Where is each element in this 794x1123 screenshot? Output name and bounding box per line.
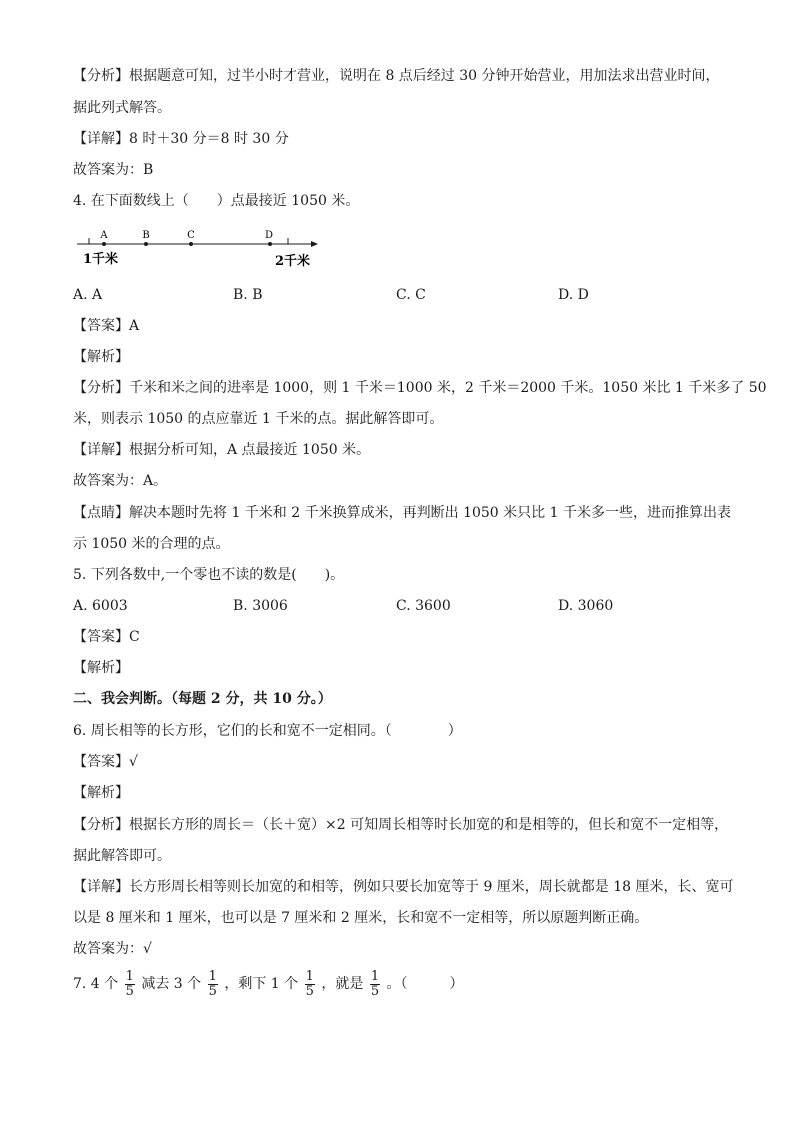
answer-tag: 【答案】A xyxy=(73,318,140,334)
fraction-denominator: 5 xyxy=(125,983,134,999)
label-1km: 1千米 xyxy=(83,252,119,267)
q7-text: 减去 3 个 xyxy=(141,976,202,992)
point-label-a: A xyxy=(100,230,108,241)
option-c: C. C xyxy=(396,287,426,303)
number-line-arrow xyxy=(311,241,318,247)
q7-text: 7. 4 个 xyxy=(73,976,119,992)
point-d xyxy=(268,242,272,246)
point-label-b: B xyxy=(142,230,150,241)
analysis-line: 【分析】根据题意可知，过半小时才营业，说明在 8 点后经过 30 分钟开始营业，用加法求出营业时间， xyxy=(73,68,720,84)
fraction-numerator: 1 xyxy=(125,968,134,984)
fraction-one-fifth xyxy=(305,970,315,999)
fraction-denominator: 5 xyxy=(208,983,217,999)
option-a: A. 6003 xyxy=(73,598,128,614)
point-c xyxy=(189,242,193,246)
option-d: D. 3060 xyxy=(558,598,614,614)
analysis-line: 据此列式解答。 xyxy=(73,100,171,116)
answer-tag: 【答案】√ xyxy=(73,754,138,770)
point-a xyxy=(102,242,106,246)
analysis-line: 据此解答即可。 xyxy=(73,848,171,864)
option-c: C. 3600 xyxy=(396,598,451,614)
answer-tag: 【答案】C xyxy=(73,629,140,645)
answer-line: 故答案为：B xyxy=(73,162,154,178)
fraction-denominator: 5 xyxy=(305,983,314,999)
option-a: A. A xyxy=(73,287,103,303)
comment-line: 示 1050 米的合理的点。 xyxy=(73,536,230,552)
question-5: 5. 下列各数中,一个零也不读的数是( )。 xyxy=(73,567,345,583)
question-7 xyxy=(73,966,464,1002)
analysis-line: 【分析】根据长方形的周长＝（长＋宽）×2 可知周长相等时长加宽的和是相等的，但长和宽不一定相等， xyxy=(73,817,729,833)
detail-line: 【详解】根据分析可知，A 点最接近 1050 米。 xyxy=(73,442,371,458)
fraction-numerator: 1 xyxy=(208,968,217,984)
option-b: B. 3006 xyxy=(233,598,288,614)
question-4: 4. 在下面数线上（ ）点最接近 1050 米。 xyxy=(73,193,360,209)
fraction-one-fifth xyxy=(370,970,380,999)
jiexi-tag: 【解析】 xyxy=(73,349,129,365)
analysis-line: 米，则表示 1050 的点应靠近 1 千米的点。据此解答即可。 xyxy=(73,411,444,427)
point-label-d: D xyxy=(264,230,274,241)
fraction-one-fifth xyxy=(208,970,218,999)
fraction-one-fifth xyxy=(125,970,135,999)
fraction-numerator: 1 xyxy=(370,968,380,984)
question-6: 6. 周长相等的长方形，它们的长和宽不一定相同。（ ） xyxy=(73,723,462,739)
comment-line: 【点睛】解决本题时先将 1 千米和 2 千米换算成米，再判断出 1050 米只比 1 千米多一些，进而推算出表 xyxy=(73,505,731,521)
q7-text: ，就是 xyxy=(321,976,364,992)
number-line-figure xyxy=(75,226,320,272)
point-b xyxy=(144,242,148,246)
option-d: D. D xyxy=(558,287,589,303)
detail-line: 【详解】8 时＋30 分＝8 时 30 分 xyxy=(73,131,289,147)
section-heading: 二、我会判断。（每题 2 分，共 10 分。） xyxy=(73,691,332,707)
q7-text: 。（ ） xyxy=(386,976,464,992)
point-label-c: C xyxy=(187,230,195,241)
jiexi-tag: 【解析】 xyxy=(73,660,129,676)
jiexi-tag: 【解析】 xyxy=(73,785,129,801)
option-b: B. B xyxy=(233,287,263,303)
answer-line: 故答案为：√ xyxy=(73,941,152,957)
analysis-line: 【分析】千米和米之间的进率是 1000，则 1 千米＝1000 米，2 千米＝2000 千米。1050 米比 1 千米多了 50 xyxy=(73,380,767,396)
answer-line: 故答案为：A。 xyxy=(73,473,168,489)
label-2km: 2千米 xyxy=(275,254,311,269)
detail-line: 以是 8 厘米和 1 厘米，也可以是 7 厘米和 2 厘米，长和宽不一定相等，所以原题判断正确。 xyxy=(73,910,649,926)
fraction-numerator: 1 xyxy=(305,968,314,984)
q7-text: ，剩下 1 个 xyxy=(224,976,299,992)
fraction-denominator: 5 xyxy=(370,983,380,999)
detail-line: 【详解】长方形周长相等则长加宽的和相等，例如只要长加宽等于 9 厘米，周长就都是 18 厘米，长、宽可 xyxy=(73,879,734,895)
